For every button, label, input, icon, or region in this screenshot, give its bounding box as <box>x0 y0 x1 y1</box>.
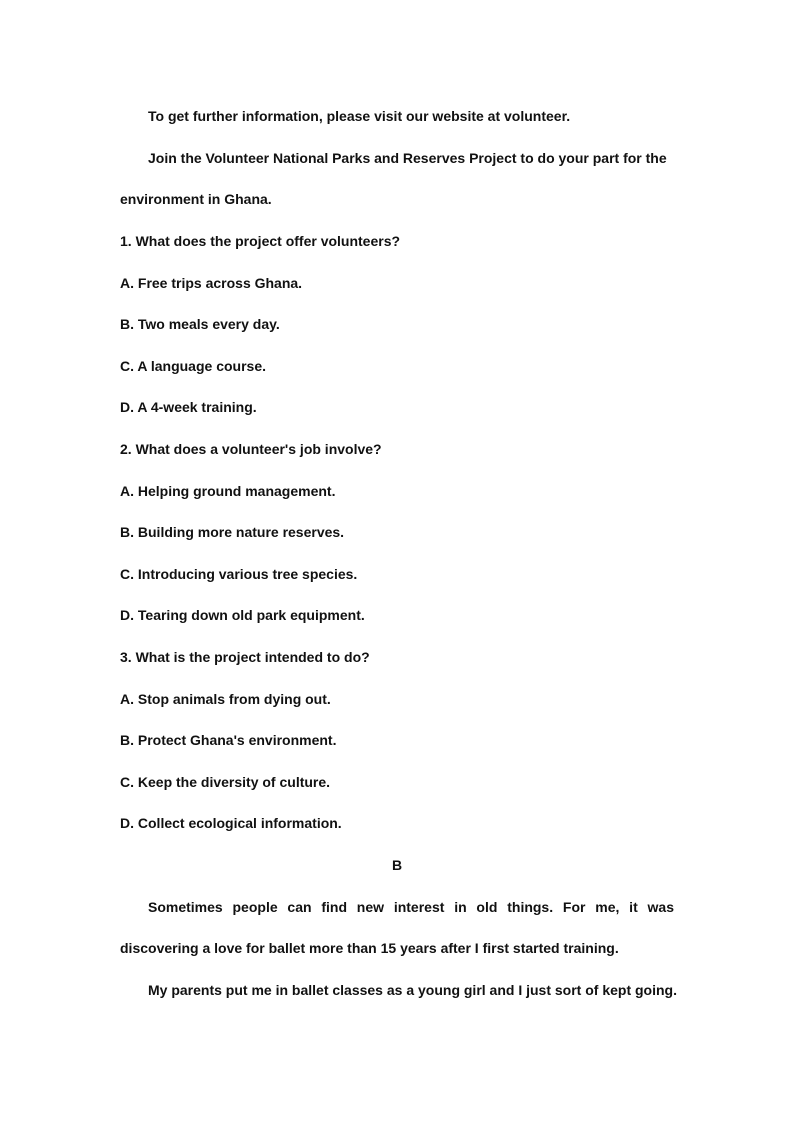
question-3-option-a: A. Stop animals from dying out. <box>120 691 331 707</box>
question-2: 2. What does a volunteer's job involve? <box>120 441 382 457</box>
question-1-option-d: D. A 4-week training. <box>120 399 257 415</box>
question-3-option-c: C. Keep the diversity of culture. <box>120 774 331 790</box>
question-3: 3. What is the project intended to do? <box>120 649 370 665</box>
passage-a-paragraph-2-line-1: Join the Volunteer National Parks and Reserves Project to do your part for the <box>148 150 667 166</box>
passage-a-paragraph-1: To get further information, please visit our website at volunteer. <box>148 108 571 124</box>
passage-a-paragraph-2-line-2: environment in Ghana. <box>120 191 272 207</box>
passage-b-paragraph-1-line-2: discovering a love for ballet more than 15 years after I first started training. <box>120 940 619 956</box>
question-1-option-b: B. Two meals every day. <box>120 316 280 332</box>
question-1: 1. What does the project offer volunteers? <box>120 233 401 249</box>
question-2-option-a: A. Helping ground management. <box>120 483 336 499</box>
passage-b-paragraph-2: My parents put me in ballet classes as a young girl and I just sort of kept going. <box>148 982 677 998</box>
section-heading-b: B <box>391 857 403 873</box>
question-1-option-a: A. Free trips across Ghana. <box>120 275 303 291</box>
question-1-option-c: C. A language course. <box>120 358 266 374</box>
question-2-option-c: C. Introducing various tree species. <box>120 566 358 582</box>
passage-b-paragraph-1-line-1: Sometimes people can find new interest in old things. For me, it was <box>148 899 674 915</box>
question-2-option-b: B. Building more nature reserves. <box>120 524 345 540</box>
question-3-option-b: B. Protect Ghana's environment. <box>120 732 337 748</box>
question-2-option-d: D. Tearing down old park equipment. <box>120 607 365 623</box>
question-3-option-d: D. Collect ecological information. <box>120 815 342 831</box>
